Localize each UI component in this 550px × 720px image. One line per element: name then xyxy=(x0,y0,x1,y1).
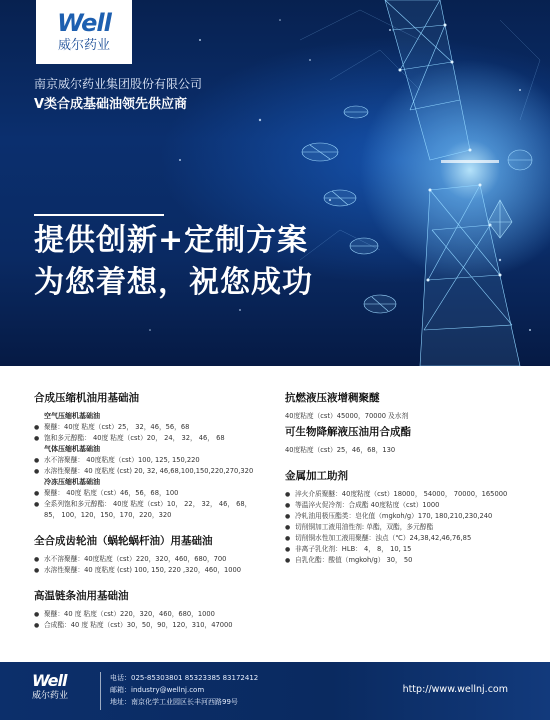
list-item: ● 等温淬火促冷剂：合成酯 40度粘度（cst）1000 xyxy=(285,500,525,511)
list-item: ● 自乳化酯：酸值（mgkoh/g） 30， 50 xyxy=(285,555,525,566)
slogan-line-1: 提供创新+定制方案 xyxy=(34,223,309,258)
left-column xyxy=(34,390,274,631)
list-item: ● 切削铜加工液用油性剂: 单酯，双酯，多元醇酯 xyxy=(285,522,525,533)
slogan-line-2: 为您着想，祝您成功 xyxy=(34,265,313,300)
brand-logo xyxy=(36,0,132,64)
list-item: ● 淬火介质聚醚：40度粘度（cst）18000， 54000， 70000，165000 xyxy=(285,489,525,500)
section-text: 40度粘度（cst）25，46，68，130 xyxy=(285,446,396,454)
website-link[interactable]: http://www.wellnj.com xyxy=(402,684,508,695)
section-title: 金属加工助剂 xyxy=(285,470,348,482)
footer-logo-chinese-name: 威尔药业 xyxy=(32,691,69,701)
list-item: ● 非离子乳化剂：HLB： 4， 8， 10, 15 xyxy=(285,544,525,555)
section-compressor-oil xyxy=(34,390,274,521)
list-item: ● 聚醚：40 度 粘度（cst）220，320，460，680，1000 xyxy=(34,609,274,620)
subsection-title: 冷冻压缩机基础油 xyxy=(44,478,100,486)
list-item: ● 冷轧油用极压酯类：皂化值（mgkoh/g）170, 180,210,230,240 xyxy=(285,511,525,522)
section-gear-oil xyxy=(34,533,274,576)
section-text: 40度粘度（cst）45000，70000 及水剂 xyxy=(285,412,409,420)
contact-email[interactable]: 邮箱：industry@wellnj.com xyxy=(110,686,205,694)
section-title: 可生物降解液压油用合成酯 xyxy=(285,426,411,438)
footer-logo xyxy=(32,672,92,702)
list-item: ● 水溶性聚醚：40 度粘度 (cst) 20, 32, 46,68,100,150,220,270,320 xyxy=(34,466,274,477)
list-item: ● 聚醚： 40度 粘度（cst）46，56，68，100 xyxy=(34,488,274,499)
section-title: 合成压缩机油用基础油 xyxy=(34,392,139,404)
list-item: ● 水不溶聚醚：40度粘度（cst）220，320，460，680，700 xyxy=(34,554,274,565)
list-item-continued: 85， 100，120，150，170，220，320 xyxy=(44,511,172,519)
contact-info xyxy=(110,672,258,708)
contact-phone: 电话：025-85303801 85323385 83172412 xyxy=(110,674,259,682)
list-item: ● 合成酯：40 度 粘度（cst）30，50，90，120，310，47000 xyxy=(34,620,274,631)
list-item: ● 全系列饱和多元醇酯： 40度 粘度（cst）10， 22， 32， 46， 68， xyxy=(34,499,274,510)
company-tagline: V类合成基础油领先供应商 xyxy=(34,97,188,112)
list-item: ● 水不溶聚醚： 40度粘度（cst）100, 125, 150,220 xyxy=(34,455,274,466)
contact-address: 地址：南京化学工业园区长丰河西路99号 xyxy=(110,698,238,706)
list-item: ● 饱和多元醇酯： 40度 粘度（cst）20， 24， 32， 46， 68 xyxy=(34,433,274,444)
logo-chinese-name: 威尔药业 xyxy=(57,38,110,53)
section-chain-oil xyxy=(34,588,274,631)
section-title: 高温链条油用基础油 xyxy=(34,590,129,602)
slogan-rule xyxy=(34,214,164,216)
subsection-title: 气体压缩机基础油 xyxy=(44,445,100,453)
footer-divider xyxy=(100,672,101,710)
company-name: 南京威尔药业集团股份有限公司 xyxy=(34,77,203,91)
footer xyxy=(0,662,550,720)
section-title: 全合成齿轮油（蜗轮蜗杆油）用基础油 xyxy=(34,535,213,547)
footer-logo-mark: Well xyxy=(32,671,67,690)
list-item: ● 聚醚：40度 粘度（cst）25， 32，46，56，68 xyxy=(34,422,274,433)
section-title: 抗燃液压液增稠聚醚 xyxy=(285,392,380,404)
subsection-title: 空气压缩机基础油 xyxy=(44,412,100,420)
logo-mark: Well xyxy=(57,9,111,37)
list-item: ● 切削铜水性加工液用聚醚：浊点（℃）24,38,42,46,76,85 xyxy=(285,533,525,544)
right-column xyxy=(285,390,525,566)
list-item: ● 水溶性聚醚：40 度粘度 (cst) 100, 150, 220 ,320，460，1000 xyxy=(34,565,274,576)
